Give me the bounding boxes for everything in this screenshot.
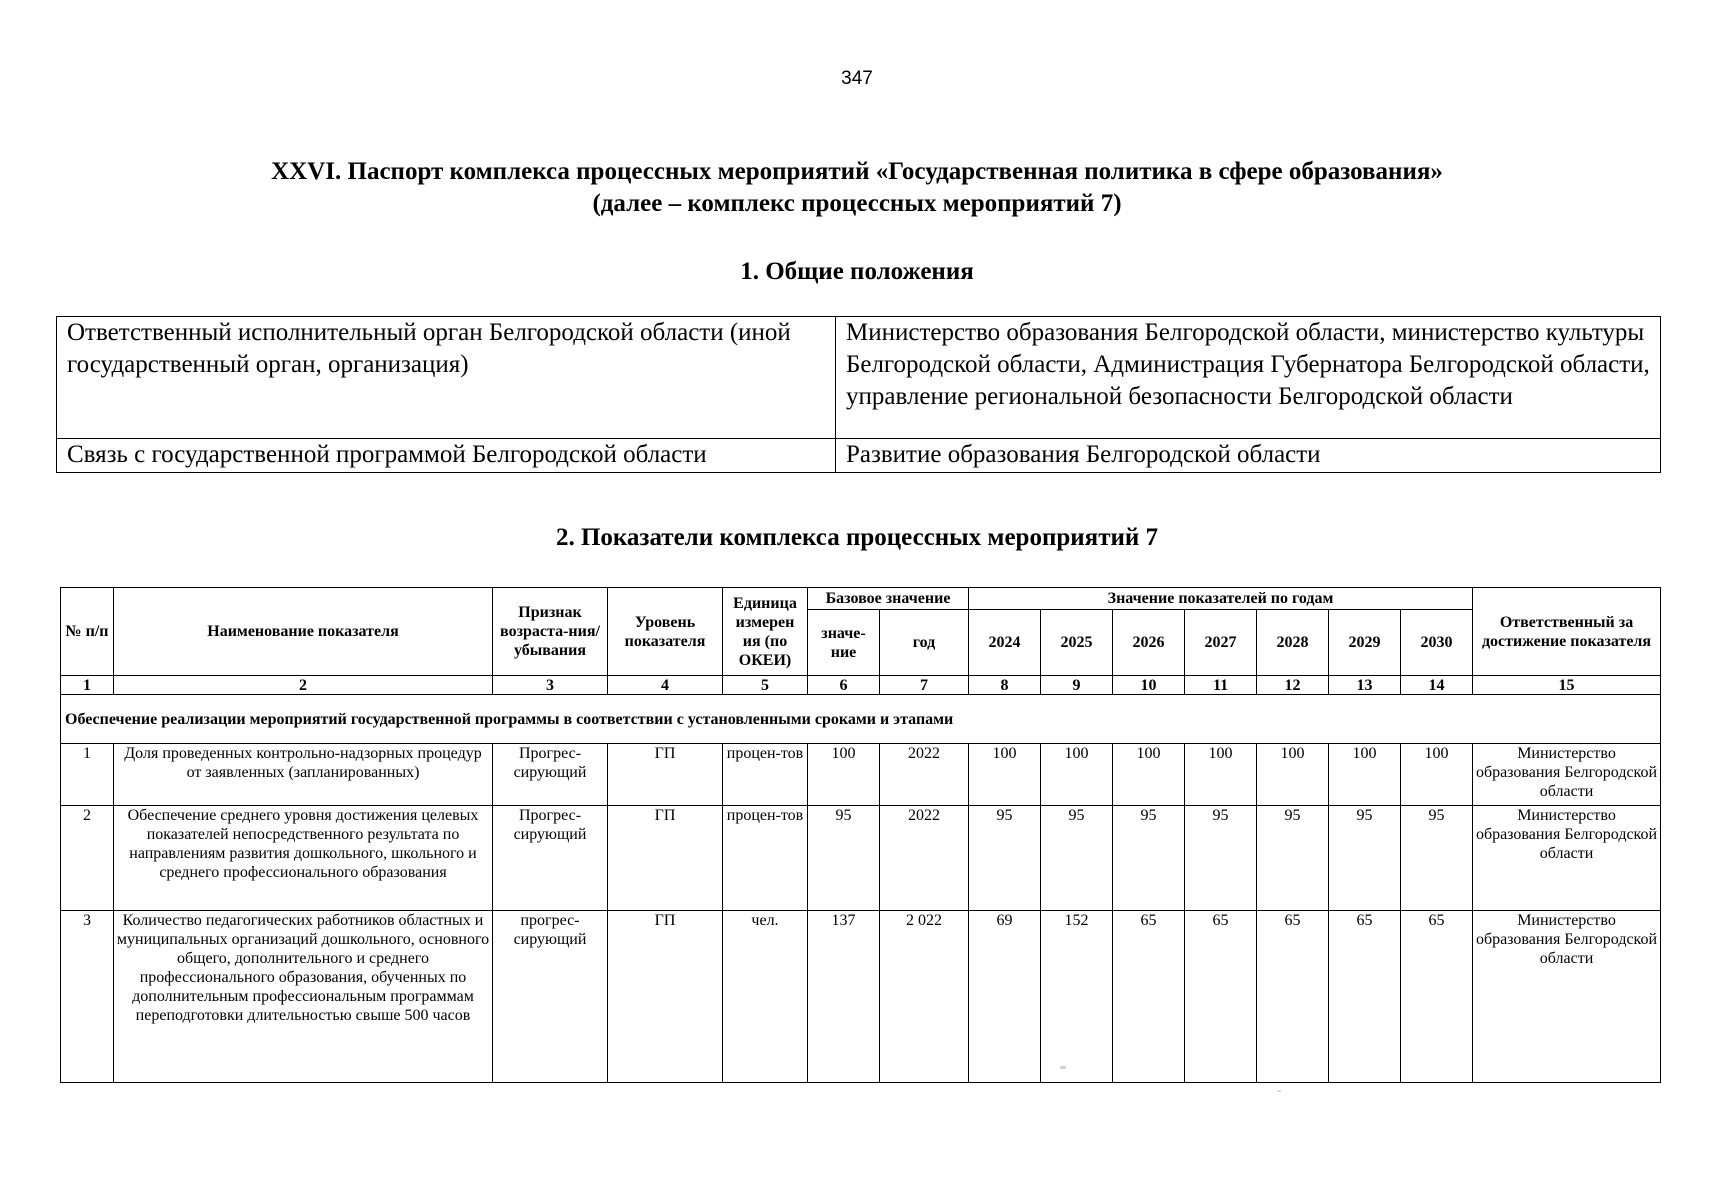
column-number: 7 (880, 676, 969, 695)
row-name: Доля проведенных контрольно-надзорных процедур от заявленных (запланированных) (114, 744, 493, 806)
column-number: 1 (61, 676, 114, 695)
table-row (61, 744, 1661, 806)
row-level: ГП (608, 806, 723, 911)
header-unit: Единица измерен ия (по ОКЕИ) (723, 588, 808, 676)
table-row (61, 911, 1661, 1083)
header-year: 2024 (969, 610, 1041, 676)
row-base-year: 2022 (880, 744, 969, 806)
row-value: 100 (1329, 744, 1401, 806)
column-number-row (61, 676, 1661, 695)
header-row-top (61, 588, 1661, 610)
general-label: Связь с государственной программой Белгородской области (57, 439, 836, 473)
row-value: 100 (969, 744, 1041, 806)
row-value: 95 (1257, 806, 1329, 911)
general-label: Ответственный исполнительный орган Белгородской области (иной государственный орган, организация) (57, 317, 836, 439)
general-provisions-table (56, 316, 1661, 473)
header-responsible: Ответственный за достижение показателя (1473, 588, 1661, 676)
general-value: Министерство образования Белгородской области, министерство культуры Белгородской области, Администрация Губернатора Белгородской области, управление региональной безопасности Белгородской области (836, 317, 1661, 439)
row-value: 65 (1113, 911, 1185, 1083)
row-num: 1 (61, 744, 114, 806)
row-sign: прогрес-сирующий (493, 911, 608, 1083)
column-number: 2 (114, 676, 493, 695)
row-value: 95 (1041, 806, 1113, 911)
column-number: 3 (493, 676, 608, 695)
row-responsible: Министерство образования Белгородской области (1473, 806, 1661, 911)
scan-speck (1277, 1090, 1281, 1092)
row-value: 65 (1329, 911, 1401, 1083)
row-value: 65 (1185, 911, 1257, 1083)
page-number: 347 (841, 68, 873, 89)
section-1-title: 1. Общие положения (740, 258, 974, 285)
general-row (57, 439, 1661, 473)
row-base-value: 137 (808, 911, 880, 1083)
header-base-value: значе-ние (808, 610, 880, 676)
page-title (0, 156, 1714, 220)
section-2-title: 2. Показатели комплекса процессных мероприятий 7 (555, 524, 1159, 551)
row-value: 95 (1401, 806, 1473, 911)
general-row (57, 317, 1661, 439)
header-name: Наименование показателя (114, 588, 493, 676)
row-responsible: Министерство образования Белгородской области (1473, 911, 1661, 1083)
row-value: 100 (1041, 744, 1113, 806)
row-name: Обеспечение среднего уровня достижения целевых показателей непосредственного результата по направлениям развития дошкольного, школьного и среднего профессионального образования (114, 806, 493, 911)
row-num: 3 (61, 911, 114, 1083)
column-number: 13 (1329, 676, 1401, 695)
table-section-row (61, 695, 1661, 744)
column-number: 9 (1041, 676, 1113, 695)
row-unit: чел. (723, 911, 808, 1083)
row-level: ГП (608, 911, 723, 1083)
column-number: 15 (1473, 676, 1661, 695)
title-line-2: (далее – комплекс процессных мероприятий 7) (592, 190, 1122, 217)
row-level: ГП (608, 744, 723, 806)
row-unit: процен-тов (723, 744, 808, 806)
column-number: 4 (608, 676, 723, 695)
column-number: 12 (1257, 676, 1329, 695)
row-num: 2 (61, 806, 114, 911)
scan-speck (1060, 1066, 1066, 1069)
row-unit: процен-тов (723, 806, 808, 911)
row-base-value: 100 (808, 744, 880, 806)
row-value: 65 (1257, 911, 1329, 1083)
row-name: Количество педагогических работников областных и муниципальных организаций дошкольного, основного общего, дополнительного и среднего профессионального образования, обученных по дополнительным профессиональным программам переподготовки длительностью свыше 500 часов (114, 911, 493, 1083)
header-years-group: Значение показателей по годам (969, 588, 1473, 610)
header-level: Уровень показателя (608, 588, 723, 676)
column-number: 11 (1185, 676, 1257, 695)
row-value: 95 (1113, 806, 1185, 911)
row-base-value: 95 (808, 806, 880, 911)
header-base: Базовое значение (808, 588, 969, 610)
row-value: 65 (1401, 911, 1473, 1083)
row-base-year: 2022 (880, 806, 969, 911)
row-value: 100 (1113, 744, 1185, 806)
indicators-table (60, 587, 1661, 1083)
row-sign: Прогрес-сирующий (493, 744, 608, 806)
general-value: Развитие образования Белгородской области (836, 439, 1661, 473)
header-year: 2027 (1185, 610, 1257, 676)
row-sign: Прогрес-сирующий (493, 806, 608, 911)
row-responsible: Министерство образования Белгородской области (1473, 744, 1661, 806)
header-year: 2029 (1329, 610, 1401, 676)
column-number: 8 (969, 676, 1041, 695)
row-value: 100 (1185, 744, 1257, 806)
table-row (61, 806, 1661, 911)
row-value: 152 (1041, 911, 1113, 1083)
column-number: 5 (723, 676, 808, 695)
row-value: 95 (969, 806, 1041, 911)
column-number: 6 (808, 676, 880, 695)
row-base-year: 2 022 (880, 911, 969, 1083)
row-value: 69 (969, 911, 1041, 1083)
column-number: 14 (1401, 676, 1473, 695)
header-year: 2025 (1041, 610, 1113, 676)
column-number: 10 (1113, 676, 1185, 695)
header-year: 2026 (1113, 610, 1185, 676)
row-value: 95 (1185, 806, 1257, 911)
header-year: 2030 (1401, 610, 1473, 676)
table-section-title: Обеспечение реализации мероприятий государственной программы в соответствии с установленными сроками и этапами (61, 695, 1661, 744)
header-year: 2028 (1257, 610, 1329, 676)
header-num: № п/п (61, 588, 114, 676)
row-value: 95 (1329, 806, 1401, 911)
header-sign: Признак возраста-ния/ убывания (493, 588, 608, 676)
title-line-1: XXVI. Паспорт комплекса процессных мероприятий «Государственная политика в сфере образования» (271, 158, 1443, 185)
row-value: 100 (1257, 744, 1329, 806)
header-base-year: год (880, 610, 969, 676)
row-value: 100 (1401, 744, 1473, 806)
